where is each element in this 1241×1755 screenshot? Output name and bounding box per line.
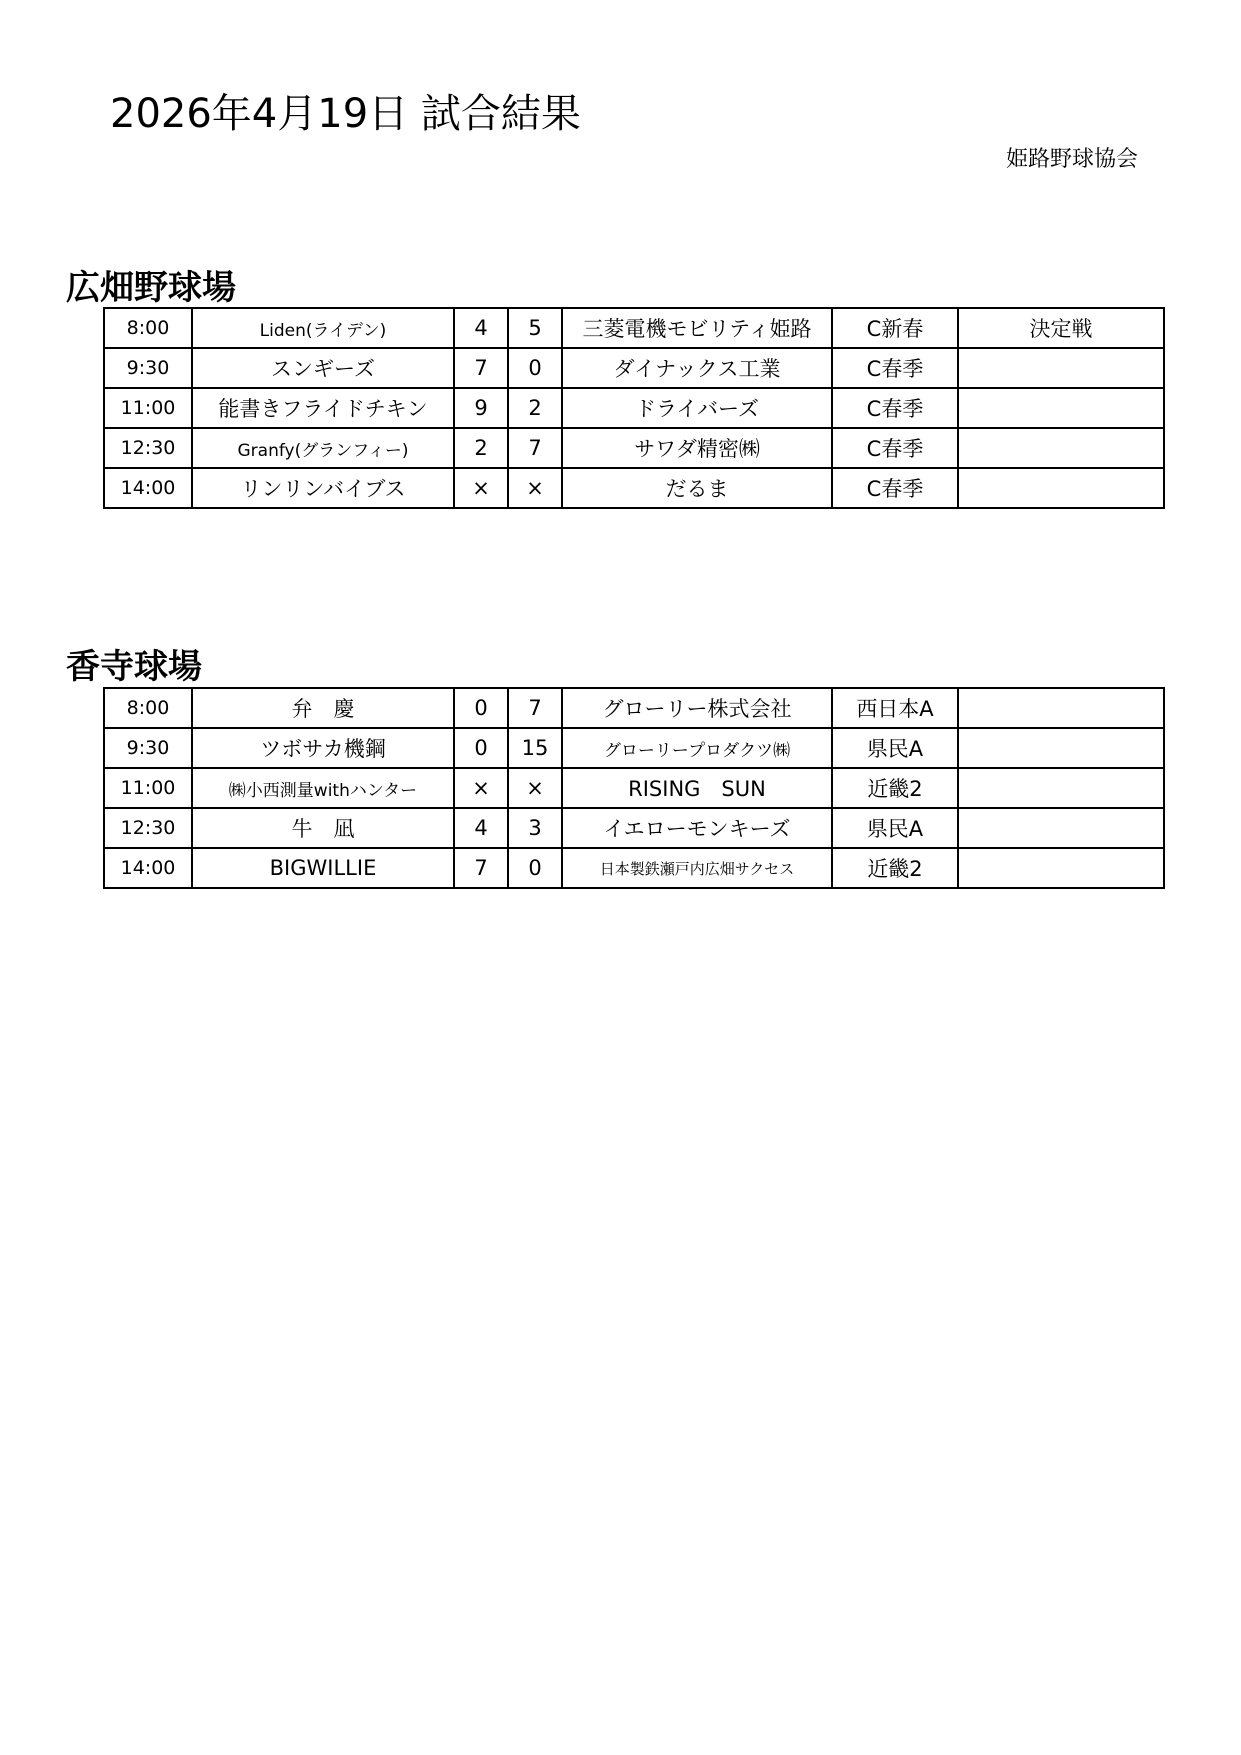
results-table [103, 687, 1165, 889]
team1-score: 2 [454, 428, 508, 468]
game-time: 12:30 [104, 428, 192, 468]
team1-name: 牛 凪 [192, 808, 454, 848]
team1-score: × [454, 468, 508, 508]
team1-name: ㈱小西測量withハンター [192, 768, 454, 808]
game-time: 11:00 [104, 768, 192, 808]
division: 県民A [832, 808, 958, 848]
team2-score: 15 [508, 728, 562, 768]
note [958, 348, 1164, 388]
note [958, 428, 1164, 468]
venue-title: 広畑野球場 [66, 268, 236, 308]
table-row [104, 808, 1164, 848]
division: C新春 [832, 308, 958, 348]
team1-name: リンリンバイブス [192, 468, 454, 508]
team2-score: 7 [508, 688, 562, 728]
division: C春季 [832, 388, 958, 428]
table-row [104, 768, 1164, 808]
division: 西日本A [832, 688, 958, 728]
results-table [103, 307, 1165, 509]
game-time: 9:30 [104, 728, 192, 768]
table-row [104, 468, 1164, 508]
team2-name: 日本製鉄瀬戸内広畑サクセス [562, 848, 832, 888]
team1-name: 能書きフライドチキン [192, 388, 454, 428]
note [958, 468, 1164, 508]
team2-name: 三菱電機モビリティ姫路 [562, 308, 832, 348]
table-row [104, 428, 1164, 468]
game-time: 8:00 [104, 688, 192, 728]
note: 決定戦 [958, 308, 1164, 348]
game-time: 14:00 [104, 848, 192, 888]
team1-name: スンギーズ [192, 348, 454, 388]
division: 近畿2 [832, 848, 958, 888]
note [958, 848, 1164, 888]
team2-score: × [508, 468, 562, 508]
team1-score: 0 [454, 728, 508, 768]
team2-name: ダイナックス工業 [562, 348, 832, 388]
team2-name: グローリープロダクツ㈱ [562, 728, 832, 768]
organizer-name: 姫路野球協会 [1005, 147, 1138, 172]
team2-score: 7 [508, 428, 562, 468]
table-row [104, 308, 1164, 348]
game-time: 9:30 [104, 348, 192, 388]
table-row [104, 348, 1164, 388]
team2-name: サワダ精密㈱ [562, 428, 832, 468]
table-row [104, 848, 1164, 888]
team1-score: × [454, 768, 508, 808]
team2-name: だるま [562, 468, 832, 508]
note [958, 808, 1164, 848]
game-time: 14:00 [104, 468, 192, 508]
division: C春季 [832, 348, 958, 388]
division: C春季 [832, 428, 958, 468]
team2-score: 0 [508, 348, 562, 388]
team1-name: 弁 慶 [192, 688, 454, 728]
team1-name: BIGWILLIE [192, 848, 454, 888]
team2-score: 3 [508, 808, 562, 848]
team1-name: Liden(ライデン) [192, 308, 454, 348]
team1-score: 9 [454, 388, 508, 428]
note [958, 728, 1164, 768]
team1-name: Granfy(グランフィー) [192, 428, 454, 468]
venue-title: 香寺球場 [66, 647, 202, 687]
team1-score: 4 [454, 808, 508, 848]
team2-score: 0 [508, 848, 562, 888]
table-row [104, 688, 1164, 728]
team2-name: グローリー株式会社 [562, 688, 832, 728]
game-time: 8:00 [104, 308, 192, 348]
team1-name: ツボサカ機鋼 [192, 728, 454, 768]
page-title: 2026年4月19日 試合結果 [110, 91, 581, 137]
division: 県民A [832, 728, 958, 768]
table-row [104, 728, 1164, 768]
team1-score: 7 [454, 348, 508, 388]
division: C春季 [832, 468, 958, 508]
team2-score: × [508, 768, 562, 808]
game-time: 12:30 [104, 808, 192, 848]
note [958, 768, 1164, 808]
note [958, 388, 1164, 428]
team2-score: 5 [508, 308, 562, 348]
note [958, 688, 1164, 728]
team2-name: RISING SUN [562, 768, 832, 808]
team1-score: 0 [454, 688, 508, 728]
team2-score: 2 [508, 388, 562, 428]
team2-name: ドライバーズ [562, 388, 832, 428]
game-time: 11:00 [104, 388, 192, 428]
table-row [104, 388, 1164, 428]
team1-score: 7 [454, 848, 508, 888]
division: 近畿2 [832, 768, 958, 808]
team2-name: イエローモンキーズ [562, 808, 832, 848]
team1-score: 4 [454, 308, 508, 348]
